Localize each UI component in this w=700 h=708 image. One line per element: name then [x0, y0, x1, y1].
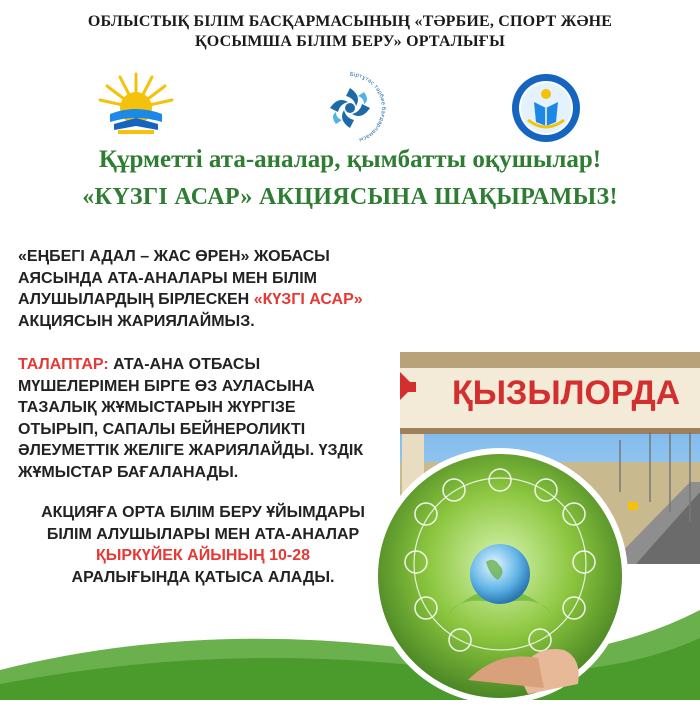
paragraph-1-text: «ЕҢБЕГІ АДАЛ – ЖАС ӨРЕН» ЖОБАСЫ АЯСЫНДА АТА-АНАЛАРЫ МЕН БІЛІМ АЛУШЫЛАРДЫҢ БІРЛЕСКЕН [18, 248, 330, 308]
emblem-icon [96, 68, 176, 148]
city-sign-text: ҚЫЗЫЛОРДА [452, 374, 681, 412]
requirements-label: ТАЛАПТАР: [18, 356, 109, 373]
education-center-icon [506, 68, 586, 148]
greeting-line-1: Құрметті ата-аналар, қымбатты оқушылар! [98, 146, 602, 173]
paragraph-participation [38, 502, 368, 588]
birtutas-tarbie-icon [310, 68, 390, 148]
header-line-2: ҚОСЫМША БІЛІМ БЕРУ» ОРТАЛЫҒЫ [194, 33, 506, 50]
eco-globe-image [368, 444, 632, 708]
paragraph-1-tail: АКЦИЯСЫН ЖАРИЯЛАЙМЫЗ. [18, 312, 255, 330]
paragraph-requirements [18, 354, 380, 483]
organization-header [0, 12, 700, 52]
paragraph-3-tail: АРАЛЫҒЫНДА ҚАТЫСА АЛАДЫ. [71, 568, 335, 586]
header-line-1: ОБЛЫСТЫҚ БІЛІМ БАСҚАРМАСЫНЫҢ «ТӘРБИЕ, СПОРТ ЖӘНЕ [87, 13, 613, 30]
paragraph-3-highlight: ҚЫРКҮЙЕК АЙЫНЫҢ 10-28 [95, 547, 310, 564]
paragraph-1-highlight: «КҮЗГІ АСАР» [253, 291, 363, 308]
paragraph-announcement [18, 246, 380, 332]
requirements-text: АТА-АНА ОТБАСЫ МҮШЕЛЕРІМЕН БІРГЕ ӨЗ АУЛАСЫНА ТАЗАЛЫҚ ЖҰМЫСТАРЫН ЖҮРГІЗЕ ОТЫРЫП, САПАЛЫ БЕЙНЕРОЛИКТІ ӘЛЕУМЕТТІК ЖЕЛІГЕ ЖАРИЯЛАЙДЫ. ҮЗДІК ЖҰМЫСТАР БАҒАЛАНАДЫ. [18, 356, 364, 481]
logo-ring-text: Біртұтас тәрбие бағдарламасы [349, 71, 386, 143]
paragraph-3-text: АКЦИЯҒА ОРТА БІЛІМ БЕРУ ҰЙЫМДАРЫ БІЛІМ АЛУШЫЛАРЫ МЕН АТА-АНАЛАР [41, 504, 365, 543]
greeting-line-2: «КҮЗГІ АСАР» АКЦИЯСЫНА ШАҚЫРАМЫЗ! [82, 184, 618, 210]
